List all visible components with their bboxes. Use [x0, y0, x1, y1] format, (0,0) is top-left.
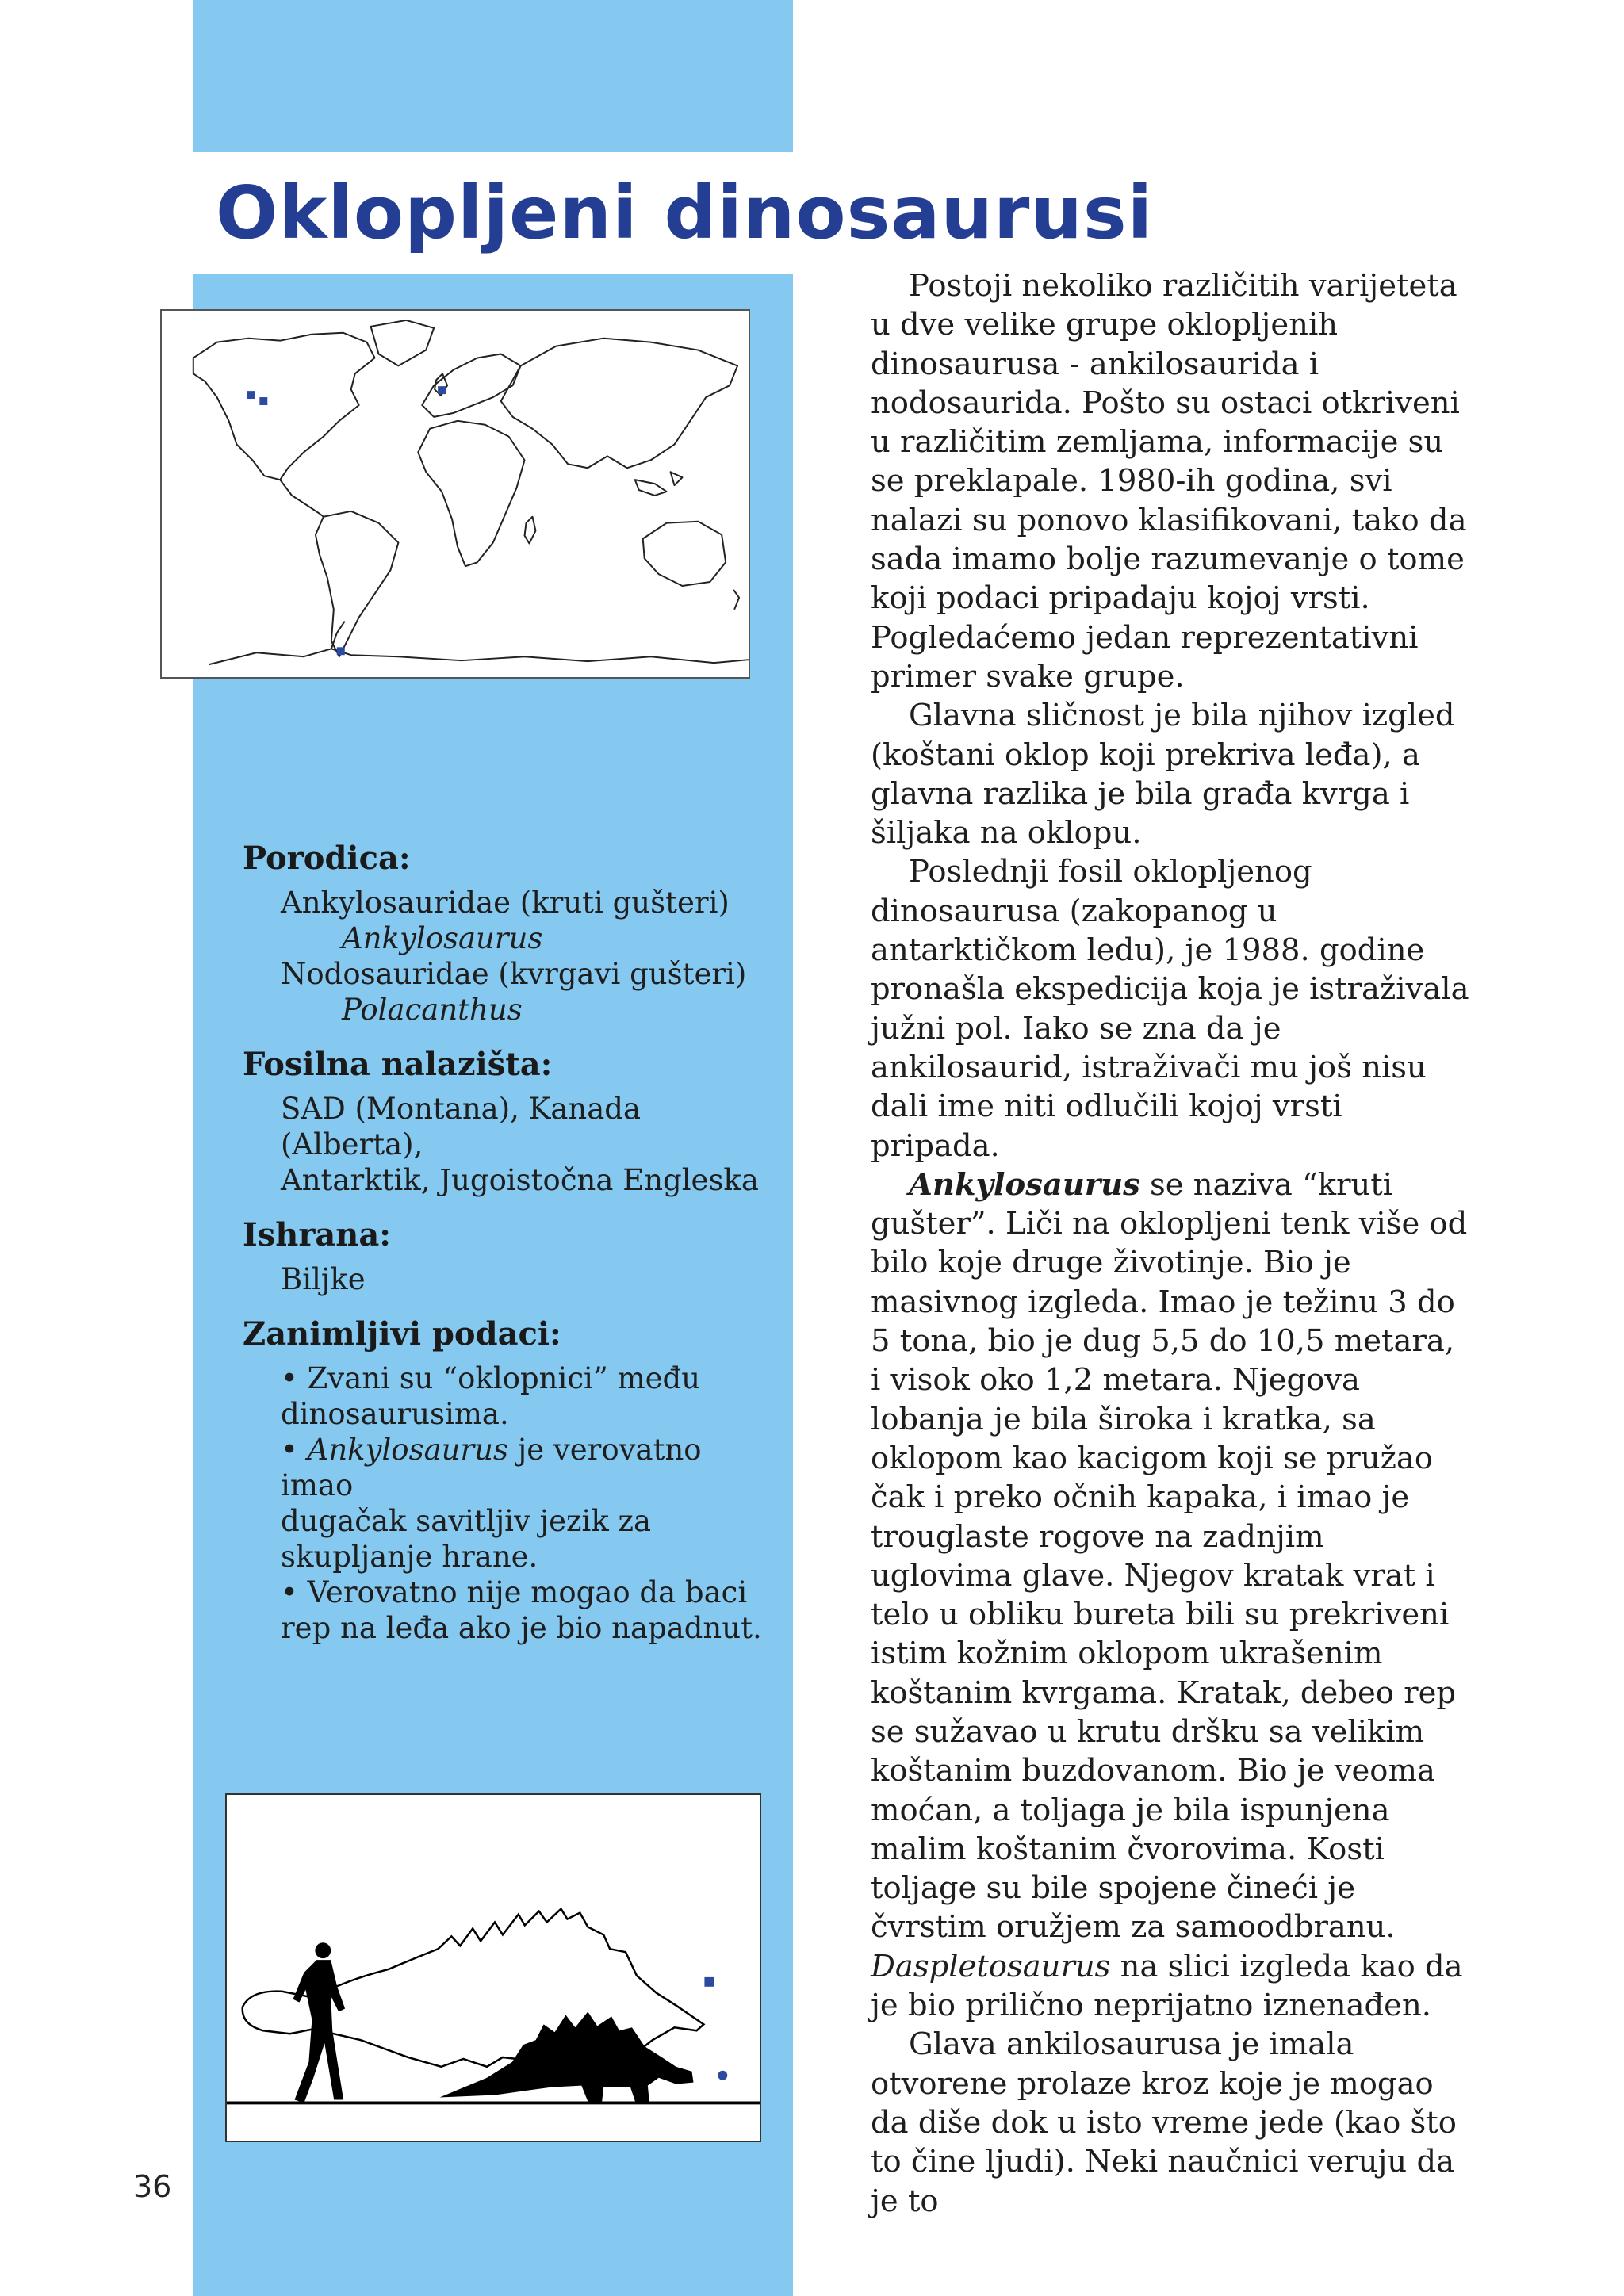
fact-item-continued: dinosaurusima. [281, 1397, 509, 1431]
family-heading: Porodica: [243, 840, 411, 877]
fact-item: • Verovatno nije mogao da baci [281, 1575, 748, 1609]
fossil-sites-heading: Fosilna nalazišta: [243, 1046, 553, 1083]
size-comparison-figure [225, 1793, 761, 2142]
diet-heading: Ishrana: [243, 1216, 392, 1253]
top-color-band [193, 0, 793, 152]
bullet-icon: • [281, 1433, 298, 1467]
family-ankylosauridae: Ankylosauridae (kruti gušteri) [281, 886, 730, 920]
fact-sheet [243, 839, 766, 1663]
fact-item: • Ankylosaurus je verovatno imao [281, 1433, 702, 1502]
paragraph: Postoji nekoliko različitih varijeteta u dve velike grupe oklopljenih dinosaurusa - ankilosaurida i nodosaurida. Pošto su ostaci otkriveni u različitim zemljama, informacije su se preklapale. 1980-ih godina, svi nalazi su ponovo klasifikovani, tako da sada imamo bolje razumevanje o tome koji podaci pripadaju kojoj vrsti. Pogledaćemo jedan reprezentativni primer svake grupe. [871, 268, 1467, 695]
family-section [243, 839, 766, 1027]
main-article [871, 266, 1473, 2221]
fact-item: • Zvani su “oklopnici” među [281, 1361, 701, 1395]
family-nodosauridae: Nodosauridae (kvrgavi gušteri) [281, 957, 747, 991]
paragraph: Ankylosaurus se naziva “kruti gušter”. Liči na oklopljeni tenk više od bilo koje druge životinje. Bio je masivnog izgleda. Imao je težinu 3 do 5 tona, bio je dug 5,5 do 10,5 metara, i visok oko 1,2 metara. Njegova lobanja je bila široka i kratka, sa oklopom kao kacigom koji se pružao čak i preko očnih kapaka, i imao je trouglaste rogove na zadnjim uglovima glave. Njegov kratak vrat i telo u obliku bureta bili su prekriveni istim kožnim oklopom ukrašenim koštanim kvrgama. Kratak, debeo rep se sužavao u krutu dršku sa velikim koštanim buzdovanom. Bio je veoma moćan, a toljaga je bila ispunjena malim koštanim čvorovima. Kosti toljage su bile spojene čineći je čvrstim oružjem za samoodbranu. Daspletosaurus na slici izgleda kao da je bio prilično neprijatno iznenađen. [871, 1166, 1468, 2024]
genus-polacanthus: Polacanthus [342, 993, 523, 1027]
fossil-sites-map [160, 309, 750, 679]
page-title: Oklopljeni dinosaurusi [216, 170, 1154, 255]
paragraph: Glava ankilosaurusa je imala otvorene prolaze kroz koje je mogao da diše dok u isto vreme jede (kao što to čine ljudi). Neki naučnici veruju da je to [871, 2026, 1457, 2219]
fossil-sites-section [243, 1045, 766, 1198]
facts-heading: Zanimljivi podaci: [243, 1315, 561, 1353]
world-map-icon [162, 311, 749, 677]
fact-item-continued: rep na leđa ako je bio napadnut. [281, 1611, 762, 1645]
page-number: 36 [133, 2169, 172, 2204]
fact-item-continued: skupljanje hrane. [281, 1540, 538, 1574]
diet-value: Biljke [281, 1262, 366, 1296]
paragraph: Glavna sličnost je bila njihov izgled (koštani oklop koji prekriva leđa), a glavna razlika je bila građa kvrga i šiljaka na oklopu. [871, 698, 1455, 851]
facts-section [243, 1314, 766, 1646]
bullet-icon: • [281, 1575, 298, 1609]
fact-item-continued: dugačak savitljiv jezik za [281, 1504, 652, 1538]
bullet-icon: • [281, 1361, 298, 1395]
genus-ankylosaurus: Ankylosaurus [342, 921, 543, 955]
fossil-sites-line-2: Antarktik, Jugoistočna Engleska [281, 1163, 759, 1197]
diet-section [243, 1215, 766, 1297]
paragraph: Poslednji fosil oklopljenog dinosaurusa (zakopanog u antarktičkom ledu), je 1988. godine pronašla ekspedicija koja je istraživala južni pol. Iako se zna da je ankilosaurid, istraživači mu još nisu dali ime niti odlučili kojoj vrsti pripada. [871, 854, 1469, 1164]
fossil-sites-line-1: SAD (Montana), Kanada (Alberta), [281, 1092, 642, 1161]
size-comparison-silhouette-icon [227, 1795, 760, 2141]
